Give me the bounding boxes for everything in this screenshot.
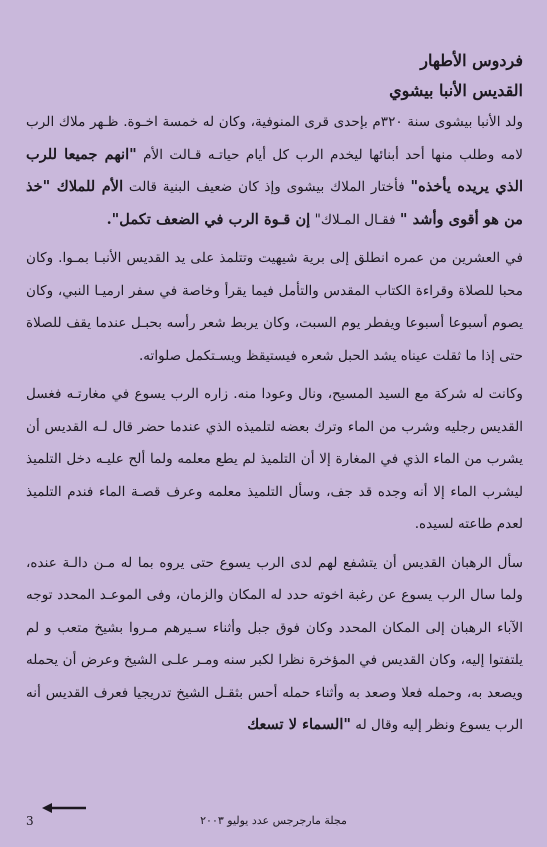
paragraph-monks-request	[26, 547, 523, 742]
paragraph-text: فأختار الملاك بيشوى وإذ كان ضعيف البنية قالت	[123, 179, 411, 195]
paragraph-monastic-life: في العشرين من عمره انطلق إلى برية شيهيت وتتلمذ على يد القديس الأنبـا بمـوا. وكان محبا للصلاة وقراءة الكتاب المقدس والتأمل فيما يقرأ وخاصة في سفر ارميـا النبي، وكان يصوم أسبوعا أسبوعا ويفطر يوم السبت، وكان يربط شعر رأسه بحبـل عندما يقف للصلاة حتى إذا ما ثقلت عيناه يشد الحبل شعره فيستيقظ ويسـتكمل صلواته.	[26, 250, 523, 364]
page-footer	[0, 800, 547, 840]
page-number: 3	[26, 814, 34, 828]
paragraph-text: ولد الأنبا بيشوى سنة ٣٢٠م بإحدى قرى المنوفية، وكان له خمسة اخـوة. ظـهر ملاك الرب لامه وطلب منها أحد أبنائها ليخدم الرب كل أيام حياتـه قـالت الأم	[26, 114, 524, 163]
footer-caption: مجلة مارجرجس عدد يوليو ٢٠٠٣	[200, 814, 347, 827]
bold-quote: "السماء لا تسعك	[247, 716, 351, 733]
page-title: فردوس الأطهار	[420, 51, 523, 70]
paragraph-text: فقـال المـلاك"	[310, 211, 400, 228]
paragraph-birth	[26, 106, 523, 236]
bold-quote: الأم للملاك "خذ من هو أقوى وأشد "	[26, 178, 523, 228]
paragraph-christ-visit: وكانت له شركة مع السيد المسيح، ونال وعودا منه. زاره الرب يسوع في مغارتـه فغسل القديس رجليه وشرب من الماء وترك بعضه لتلميذه الذي عندما حضر قال لـه القديس أن يشرب من الماء الذي في المغارة إلا أن التلميذ لم يطع معلمه ولما ألح عليـه دخل التلميذ ليشرب الماء إلا أنه وجده قد جف، وسأل التلميذ معلمه وعرف قصـة الماء فندم التلميذ لعدم طاعته لسيده.	[26, 386, 523, 532]
bold-quote: "انهم جميعا للرب الذي يريده يأخذه"	[26, 145, 523, 195]
bold-quote: إن قـوة الرب في الضعف تكمل".	[106, 210, 311, 228]
paragraph-text: سأل الرهبان القديس أن يتشفع لهم لدى الرب يسوع حتى يروه بما له مـن دالـة عنده، ولما سال الرب يسوع عن رغبة اخوته حدد له المكان والزمان، وفى الموعـد المحدد توجه الآباء الرهبان إلى المكان المحدد وكان فوق جبل وأثناء سـيرهم مـروا بشيخ متعب و لم يلتفتوا إليه، وكان القديس في المؤخرة نظرا لكبر سنه ومـر علـى الشيخ وعرض أن يحمله ويصعد به، وحمله فعلا وصعد به وأثناء حمله أحس بثقـل الشيخ تدريجيا فعرف القديس أنه الرب يسوع ونظر إليه وقال له	[26, 554, 523, 733]
article-subtitle: القديس الأنبا بيشوي	[389, 81, 523, 100]
arrow-left-icon	[42, 802, 86, 814]
